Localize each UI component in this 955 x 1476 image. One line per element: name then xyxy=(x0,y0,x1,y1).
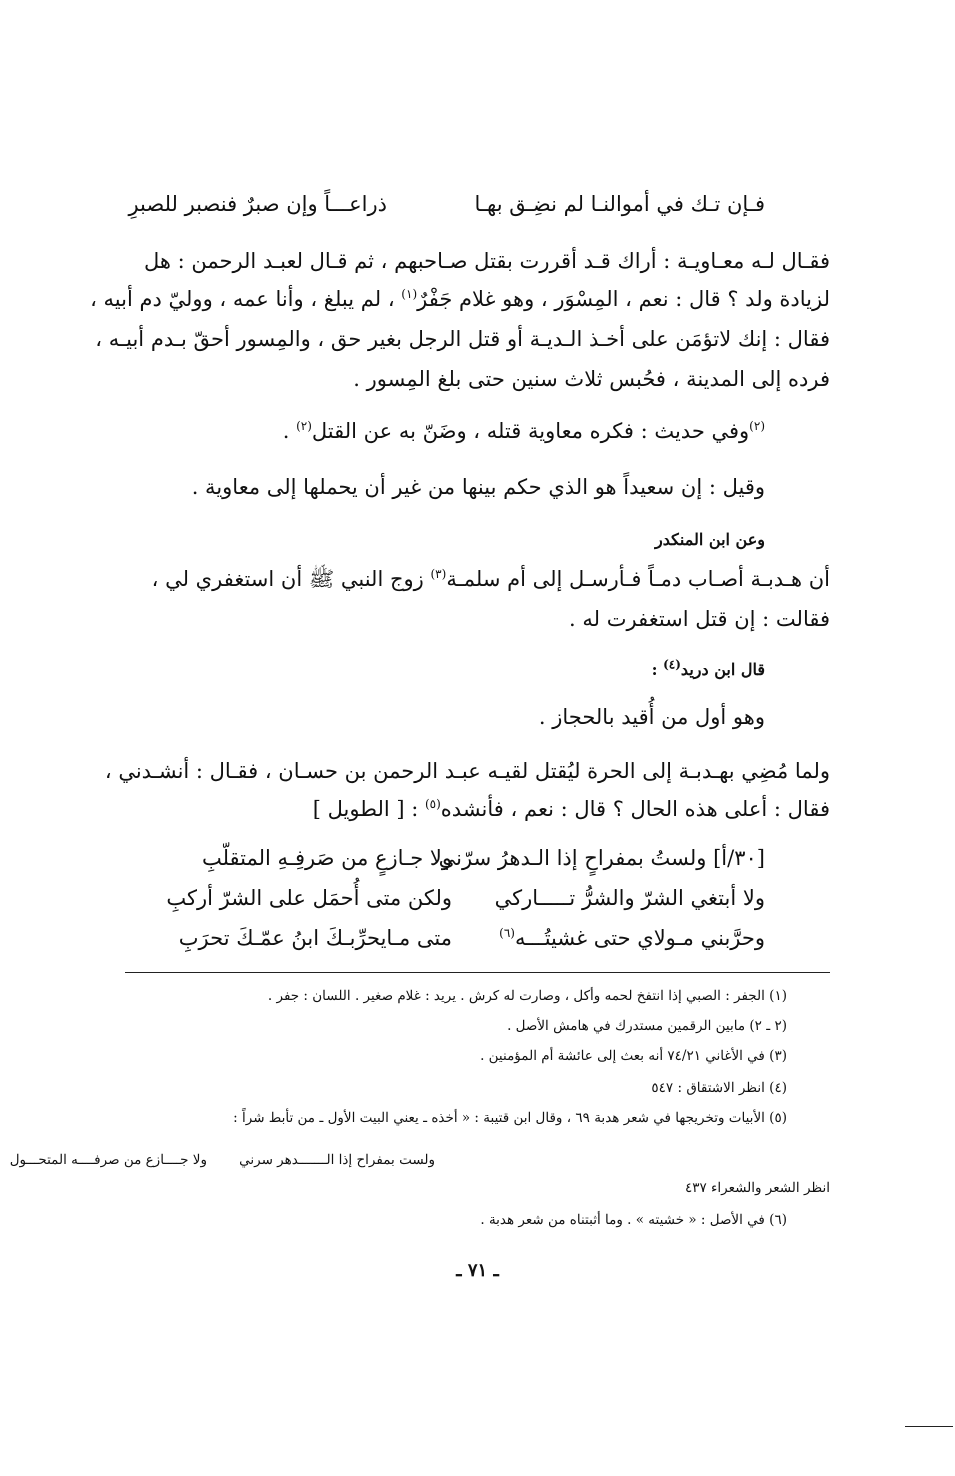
umm-salama-line1 xyxy=(152,560,830,598)
mudiy-line2 xyxy=(313,790,830,828)
footnote-ref-1: (١) xyxy=(401,287,418,301)
ibn-duraid-text: قال ابن دريد xyxy=(680,660,765,679)
opening-verse-left: ذراعـــاً وإن صبرٌ فنصبر للصبرِ xyxy=(128,192,387,216)
poem-verse1-right: [٣٠/أ] ولستُ بمفراحٍ إذا الـدهرُ سرّني xyxy=(438,846,765,870)
footnote-5: (٥) الأبيات وتخريجها في شعر هدبة ٦٩ ، وقال ابن قتيبة : « أخذه ـ يعني البيت الأول ـ من تأبط شراً : xyxy=(233,1110,787,1126)
page-number: ـ ٧١ ـ xyxy=(456,1260,499,1281)
poem-verse3-left: متى مـايحرِّبـكَ ابنُ عمّـكَ تحرَبِ xyxy=(178,926,452,950)
para1-line1: فقـال لـه معـاويـة : أراك قـد أقررت بقتل صـاحبهم ، ثم قـال لعبـد الرحمن : هل xyxy=(143,249,830,273)
footnote-6: (٦) في الأصل : « خشيته » . وما أثبتناه من شعر هدبة . xyxy=(480,1212,787,1228)
mudiy-text-a: فقال : أعلى هذه الحال ؟ قال : نعم ، فأنشده xyxy=(440,797,830,821)
para1-line5: فرده إلى المدينة ، فحُبس ثلاث سنين حتى بلغ المِسور . xyxy=(353,367,830,391)
footnote-ref-3: (٣) xyxy=(430,567,447,581)
footnote-3: (٣) في الأغاني ٧٤/٢١ أنه بعث إلى عائشة أم المؤمنين . xyxy=(480,1048,787,1064)
footnote-5-verse-left: ولا جــــازع من صرفــــه المتحـــول xyxy=(9,1152,207,1168)
footnote-5-ref: انظر الشعر والشعراء ٤٣٧ xyxy=(684,1180,830,1196)
heading-ibn-munkadir: وعن ابن المنكدر xyxy=(654,530,765,549)
footnote-ref-5: (٥) xyxy=(424,797,441,811)
footnote-1: (١) الجفر : الصبي إذا انتفخ لحمه وأكل ، وصارت له كرش . يريد : غلام صغير . اللسان : جفر . xyxy=(267,988,787,1004)
footnote-ref-2a: (٢) xyxy=(749,419,765,433)
hadith-text: وفي حديث : فكره معاوية قتله ، وضَنّ به عن القتل xyxy=(311,419,750,443)
poem-verse2-right: ولا أبتغي الشرّ والشرُّ تـــــاركي xyxy=(494,886,765,910)
scan-mark xyxy=(905,1426,953,1427)
umm-salama-text-a: أن هـدبـة أصـاب دمـاً فـأرسـل إلى أم سلمـة xyxy=(446,567,830,591)
hadith-line xyxy=(283,412,765,450)
poem-verse3-right-text: وحرَّبني مـولاي حتى غشيتُـــه xyxy=(514,926,765,950)
umm-salama-text-b: زوج النبي ﷺ أن استغفري لي ، xyxy=(151,567,431,591)
footnote-ref-4: (٤) xyxy=(663,657,681,672)
opening-verse-right: فـإن تـك في أموالنـا لم نضِـق بهـا xyxy=(474,192,765,216)
umm-salama-line2: فقالت : إن قتل استغفرت له . xyxy=(569,607,830,631)
footnote-separator xyxy=(125,972,830,973)
heading-ibn-duraid xyxy=(651,657,765,679)
hadith-end: . xyxy=(282,419,297,443)
para1-line2 xyxy=(90,280,830,318)
para1-line2-a: لزيادة ولد ؟ قال : نعم ، المِسْوَر ، وهو غلام جَفْرٌ xyxy=(417,287,830,311)
poem-verse2-left: ولكن متى أُحمَل على الشرّ أركبِ xyxy=(166,886,452,910)
footnote-2: (٢ ـ ٢) مابين الرقمين مستدرك في هامش الأصل . xyxy=(507,1018,787,1034)
poem-verse1-left: ولا جـازعٍ من صَرفِـهِ المتقلّبِ xyxy=(201,846,452,870)
poem-verse3-right xyxy=(499,926,765,950)
ibn-duraid-colon: : xyxy=(651,660,664,679)
para1-line4: فقال : إنك لاتؤمَن على أخـذ الـديـة أو قتل الرجل بغير حق ، والمِسور أحقّ بـدم أبيـه ، xyxy=(95,327,830,351)
para1-line2-b: ، لم يبلغ ، وأنا عمه ، ووليّ دم أبيه ، xyxy=(90,287,395,311)
footnote-ref-2b: (٢) xyxy=(296,419,312,433)
mudiy-text-b: : [ الطويل ] xyxy=(312,797,425,821)
mudiy-line1: ولما مُضِي بهـدبـة إلى الحرة ليُقتل لقيـه عبـد الرحمن بن حسـان ، فقـال : أنشـدني ، xyxy=(104,759,830,783)
awwal-line: وهو أول من أُقيد بالحجاز . xyxy=(538,705,765,729)
qil-line: وقيل : إن سعيداً هو الذي حكم بينها من غير أن يحملها إلى معاوية . xyxy=(191,475,765,499)
footnote-ref-6: (٦) xyxy=(499,926,515,940)
footnote-5-verse-right: ولست بمفراح إذا الـــــــدهر سرني xyxy=(239,1152,435,1168)
footnote-4: (٤) انظر الاشتقاق : ٥٤٧ xyxy=(651,1080,787,1096)
